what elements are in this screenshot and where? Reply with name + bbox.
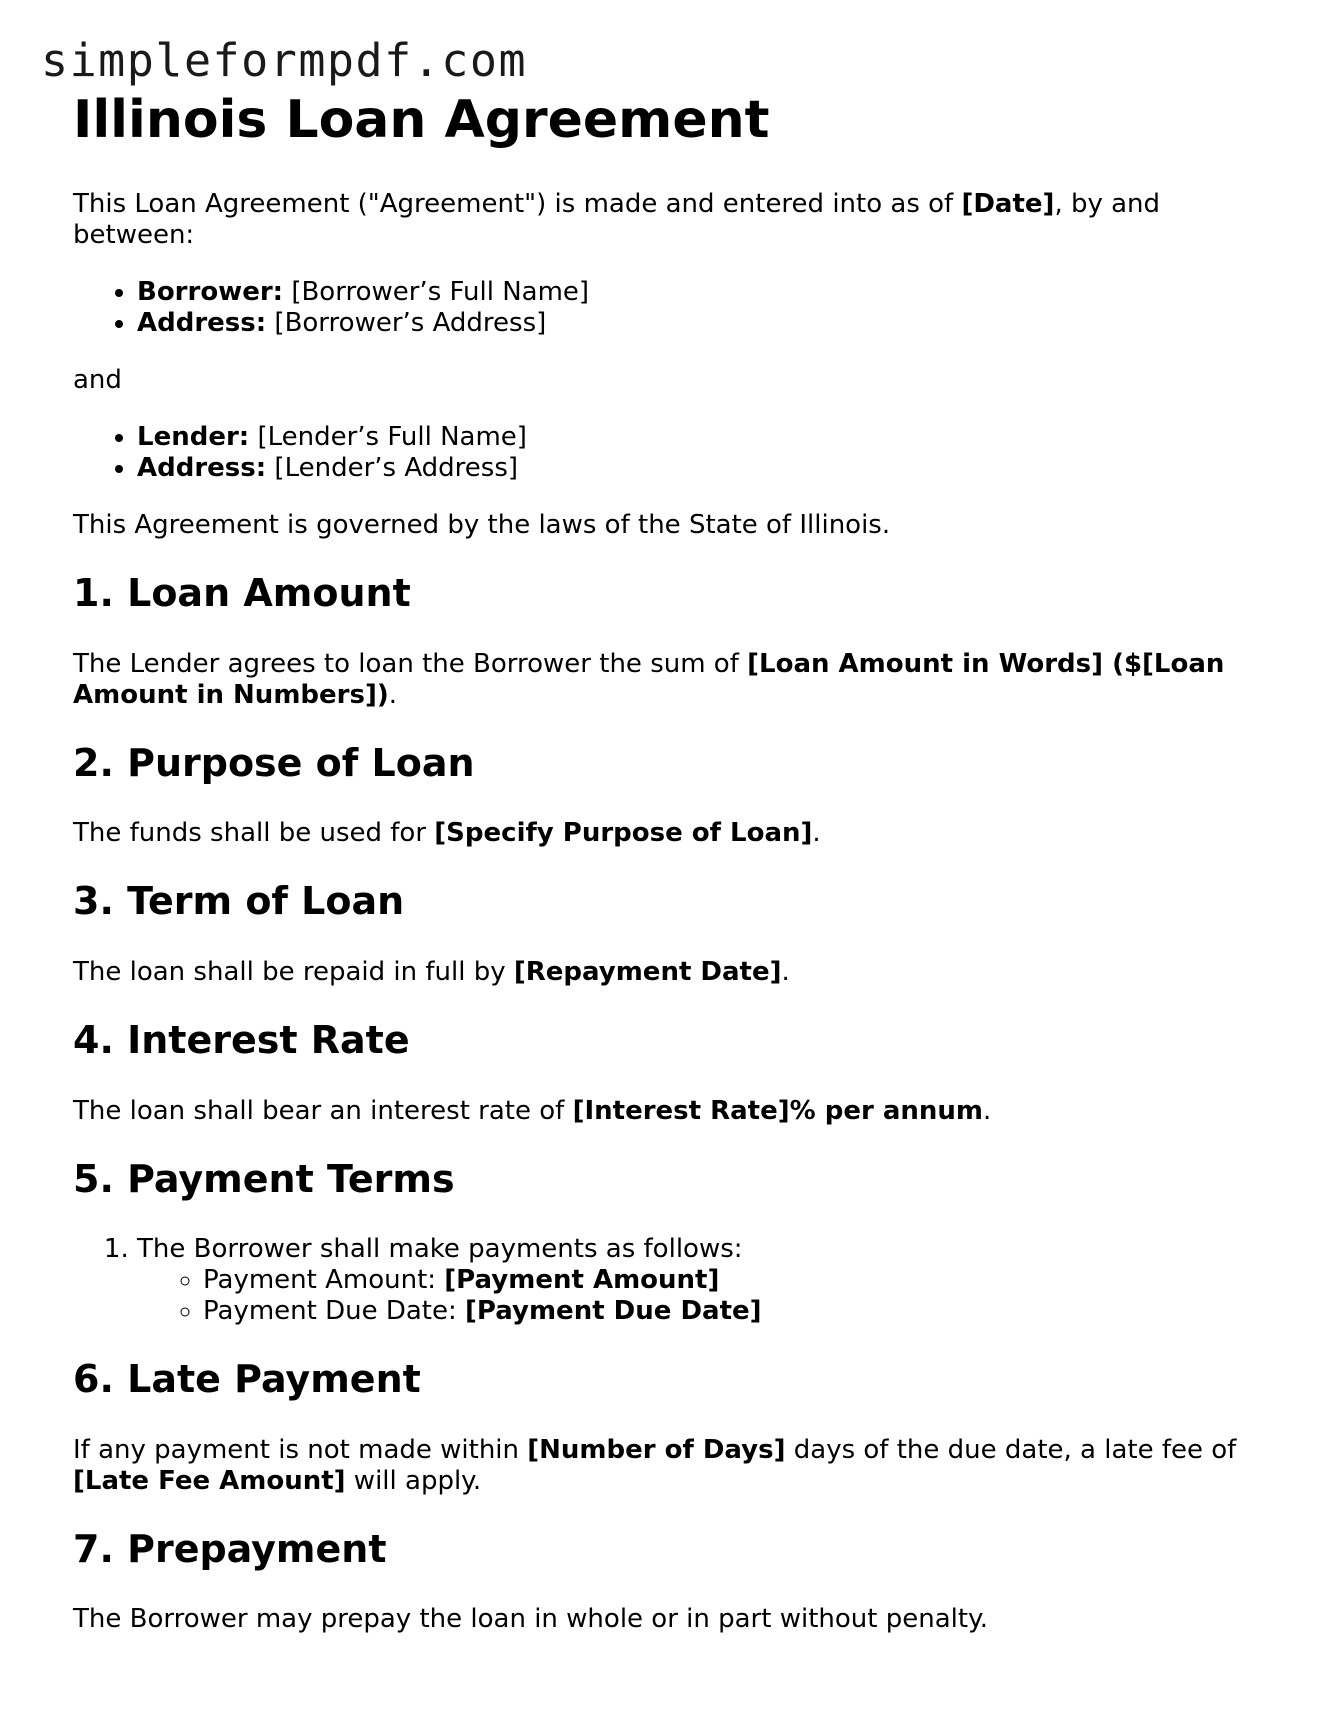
prepayment-paragraph: The Borrower may prepay the loan in whole or in part without penalty. xyxy=(73,1604,988,1635)
date-field: [Date] xyxy=(961,189,1055,220)
payment-terms-list xyxy=(73,1234,1253,1327)
watermark-text: simpleformpdf.com xyxy=(41,34,528,87)
payment-amount-field: [Payment Amount] xyxy=(444,1265,720,1296)
payment-due-date-field: [Payment Due Date] xyxy=(465,1296,762,1327)
lender-address-field: [Lender’s Address] xyxy=(266,453,519,484)
document-page xyxy=(73,92,1253,1635)
payment-due-date-item: ◦ Payment Due Date: [Payment Due Date] xyxy=(203,1296,1253,1327)
interest-paragraph: The loan shall bear an interest rate of [Interest Rate]% per annum. xyxy=(73,1095,992,1126)
borrower-name-item: • Borrower: [Borrower’s Full Name] xyxy=(137,277,1253,308)
late-payment-paragraph: If any payment is not made within [Number of Days] days of the due date, a late fee of [Late Fee Amount] will apply. xyxy=(73,1434,1237,1496)
borrower-list xyxy=(73,277,1253,339)
payment-terms-item: 1. The Borrower shall make payments as follows: ◦ Payment Amount: [Payment Amount] ◦ Payment Due Date: [Payment Due Date] xyxy=(137,1234,1253,1327)
section-heading-payment-terms: 5. Payment Terms xyxy=(73,1156,455,1201)
intro-paragraph: This Loan Agreement ("Agreement") is made and entered into as of [Date], by and between: xyxy=(73,189,1161,251)
borrower-name-field: [Borrower’s Full Name] xyxy=(283,277,590,308)
loan-amount-field: [Loan Amount in Words] ($[Loan Amount in Numbers]) xyxy=(73,648,1225,710)
section-heading-loan-amount: 1. Loan Amount xyxy=(73,571,411,616)
section-heading-purpose: 2. Purpose of Loan xyxy=(73,740,475,785)
late-fee-field: [Late Fee Amount] xyxy=(73,1465,346,1496)
section-heading-interest: 4. Interest Rate xyxy=(73,1017,410,1062)
repayment-date-field: [Repayment Date] xyxy=(513,956,782,987)
borrower-address-field: [Borrower’s Address] xyxy=(266,308,547,339)
borrower-address-item: • Address: [Borrower’s Address] xyxy=(137,308,1253,339)
interest-rate-field: [Interest Rate]% per annum xyxy=(572,1095,984,1126)
and-text: and xyxy=(73,365,122,396)
section-heading-prepayment: 7. Prepayment xyxy=(73,1526,387,1571)
payment-details-list xyxy=(137,1265,1253,1327)
section-heading-term: 3. Term of Loan xyxy=(73,879,405,924)
lender-list xyxy=(73,422,1253,484)
lender-name-item: • Lender: [Lender’s Full Name] xyxy=(137,422,1253,453)
purpose-field: [Specify Purpose of Loan] xyxy=(434,818,813,849)
payment-amount-item: ◦ Payment Amount: [Payment Amount] xyxy=(203,1265,1253,1296)
loan-amount-paragraph: The Lender agrees to loan the Borrower the sum of [Loan Amount in Words] ($[Loan Amount in Numbers]). xyxy=(73,648,1225,710)
section-heading-late-payment: 6. Late Payment xyxy=(73,1357,421,1402)
lender-name-field: [Lender’s Full Name] xyxy=(249,422,527,453)
page-title: Illinois Loan Agreement xyxy=(73,90,770,150)
number-of-days-field: [Number of Days] xyxy=(527,1434,786,1465)
purpose-paragraph: The funds shall be used for [Specify Purpose of Loan]. xyxy=(73,818,821,849)
governing-law-paragraph: This Agreement is governed by the laws of the State of Illinois. xyxy=(73,510,891,541)
term-paragraph: The loan shall be repaid in full by [Repayment Date]. xyxy=(73,956,790,987)
lender-address-item: • Address: [Lender’s Address] xyxy=(137,453,1253,484)
